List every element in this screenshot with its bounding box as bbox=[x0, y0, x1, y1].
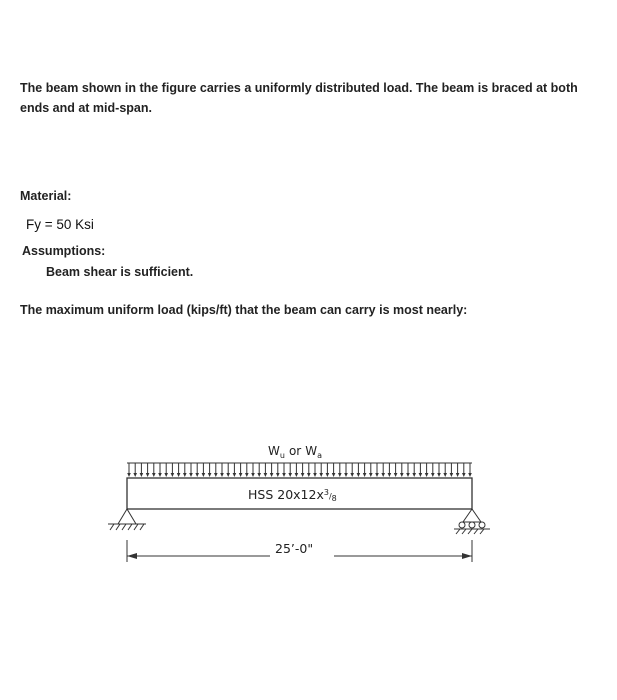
load-arrow-head bbox=[233, 473, 237, 477]
load-arrow-head bbox=[245, 473, 249, 477]
load-arrow-head bbox=[195, 473, 199, 477]
load-arrow-head bbox=[282, 473, 286, 477]
load-arrow-head bbox=[406, 473, 410, 477]
load-arrow-head bbox=[133, 473, 137, 477]
question-text: The maximum uniform load (kips/ft) that the beam can carry is most nearly: bbox=[20, 303, 468, 317]
load-arrow-head bbox=[431, 473, 435, 477]
load-label: $W_u$ or $W_a$ bbox=[268, 444, 323, 460]
material-heading: Material: bbox=[20, 189, 72, 203]
load-arrow-head bbox=[462, 473, 466, 477]
assumptions-heading: Assumptions: bbox=[22, 244, 106, 258]
load-arrow-head bbox=[276, 473, 280, 477]
load-arrow-head bbox=[344, 473, 348, 477]
problem-intro: The beam shown in the figure carries a uniformly distributed load. The beam is braced at both ends and at mid-span. bbox=[20, 81, 578, 115]
load-arrow-head bbox=[226, 473, 230, 477]
load-arrow-head bbox=[338, 473, 342, 477]
load-arrow-head bbox=[450, 473, 454, 477]
load-arrow-head bbox=[164, 473, 168, 477]
load-arrow-head bbox=[214, 473, 218, 477]
load-arrow-head bbox=[264, 473, 268, 477]
load-arrow-head bbox=[350, 473, 354, 477]
load-arrow-head bbox=[146, 473, 150, 477]
load-arrow-head bbox=[251, 473, 255, 477]
load-arrow-head bbox=[202, 473, 206, 477]
load-arrow-head bbox=[443, 473, 447, 477]
load-arrow-head bbox=[270, 473, 274, 477]
load-arrow-head bbox=[425, 473, 429, 477]
beam-section-label: HSS $20x12x^3_/8$ bbox=[248, 487, 337, 503]
load-arrow-head bbox=[332, 473, 336, 477]
load-arrow-head bbox=[456, 473, 460, 477]
load-arrow-head bbox=[307, 473, 311, 477]
load-arrow-head bbox=[295, 473, 299, 477]
distributed-load-arrows bbox=[127, 463, 472, 477]
load-arrow-head bbox=[158, 473, 162, 477]
load-arrow-head bbox=[394, 473, 398, 477]
load-arrow-head bbox=[437, 473, 441, 477]
load-arrow-head bbox=[319, 473, 323, 477]
load-arrow-head bbox=[189, 473, 193, 477]
load-arrow-head bbox=[183, 473, 187, 477]
load-arrow-head bbox=[375, 473, 379, 477]
assumption-item: Beam shear is sufficient. bbox=[46, 265, 194, 279]
load-arrow-head bbox=[412, 473, 416, 477]
span-label: 25’-0" bbox=[275, 541, 314, 556]
load-arrow-head bbox=[468, 473, 472, 477]
load-arrow-head bbox=[177, 473, 181, 477]
load-arrow-head bbox=[313, 473, 317, 477]
load-arrow-head bbox=[239, 473, 243, 477]
load-arrow-head bbox=[152, 473, 156, 477]
load-arrow-head bbox=[257, 473, 261, 477]
load-arrow-head bbox=[301, 473, 305, 477]
right-roller-support bbox=[454, 509, 490, 534]
load-arrow-head bbox=[388, 473, 392, 477]
load-arrow-head bbox=[140, 473, 144, 477]
load-arrow-head bbox=[326, 473, 330, 477]
load-arrow-head bbox=[357, 473, 361, 477]
load-arrow-head bbox=[208, 473, 212, 477]
load-arrow-head bbox=[381, 473, 385, 477]
load-arrow-head bbox=[369, 473, 373, 477]
load-arrow-head bbox=[288, 473, 292, 477]
load-arrow-head bbox=[220, 473, 224, 477]
material-fy: Fy = 50 Ksi bbox=[26, 217, 94, 232]
load-arrow-head bbox=[400, 473, 404, 477]
load-arrow-head bbox=[127, 473, 131, 477]
load-arrow-head bbox=[171, 473, 175, 477]
load-arrow-head bbox=[419, 473, 423, 477]
load-arrow-head bbox=[363, 473, 367, 477]
left-pin-support bbox=[108, 509, 146, 530]
